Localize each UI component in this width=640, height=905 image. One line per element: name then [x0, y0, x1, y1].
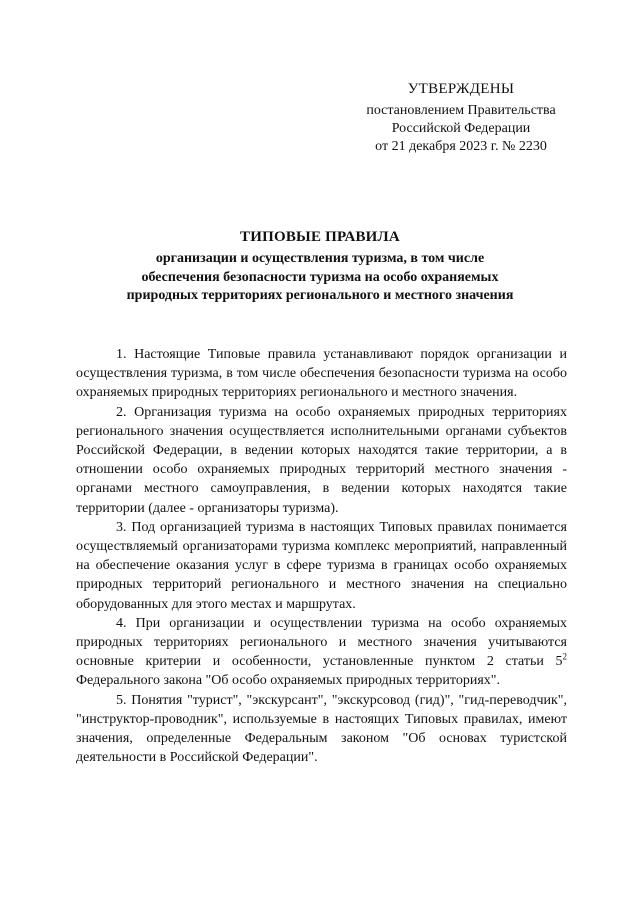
subtitle-line: обеспечения безопасности туризма на особо охраняемых — [141, 269, 499, 285]
document-title: ТИПОВЫЕ ПРАВИЛА — [240, 229, 400, 245]
approval-line: постановлением Правительства — [366, 103, 556, 118]
paragraph-4 — [76, 614, 567, 691]
paragraph-4-text-end: Федерального закона "Об особо охраняемых природных территориях". — [76, 673, 500, 689]
subtitle-line: природных территориях регионального и местного значения — [126, 288, 514, 303]
approval-heading: УТВЕРЖДЕНЫ — [407, 81, 515, 97]
approval-stamp — [346, 80, 576, 156]
paragraph-2: 2. Организация туризма на особо охраняемых природных территориях регионального значения осуществляется исполнительными органами субъектов Российской Федерации, в ведении которых находятся такие территории, а в отношении особо охраняемых природных территорий местного значения - органами местного самоуправления, в ведении которых находятся такие территории (далее - организаторы туризма). — [76, 404, 567, 516]
document-body — [76, 345, 567, 767]
paragraph-1: 1. Настоящие Типовые правила устанавливают порядок организации и осуществления туризма, в том числе обеспечения безопасности туризма на особо охраняемых природных территориях регионального и местного значения. — [76, 347, 567, 401]
paragraph-4-text: 4. При организации и осуществлении туризма на особо охраняемых природных территориях регионального и местного значения учитываются основные критерии и особенности, установленные пунктом 2 статьи 5 — [76, 615, 567, 670]
paragraph-5: 5. Понятия "турист", "экскурсант", "экскурсовод (гид)", "гид-переводчик", "инструктор-проводник", используемые в настоящих Типовых правилах, имеют значения, определенные Федеральным законом "Об основах туристской деятельности в Российской Федерации". — [76, 692, 567, 766]
approval-line: Российской Федерации — [391, 121, 531, 136]
subtitle-line: организации и осуществления туризма, в том числе — [155, 251, 485, 266]
approval-line: от 21 декабря 2023 г. № 2230 — [375, 139, 547, 154]
paragraph-3: 3. Под организацией туризма в настоящих Типовых правилах понимается осуществляемый организаторами туризма комплекс мероприятий, направленный на обеспечение оказания услуг в сфере туризма в границах особо охраняемых природных территорий регионального и местного значения на специально оборудованных для этого местах и маршрутах. — [76, 519, 567, 612]
document-subtitle — [60, 250, 580, 306]
superscript: 2 — [562, 651, 567, 662]
